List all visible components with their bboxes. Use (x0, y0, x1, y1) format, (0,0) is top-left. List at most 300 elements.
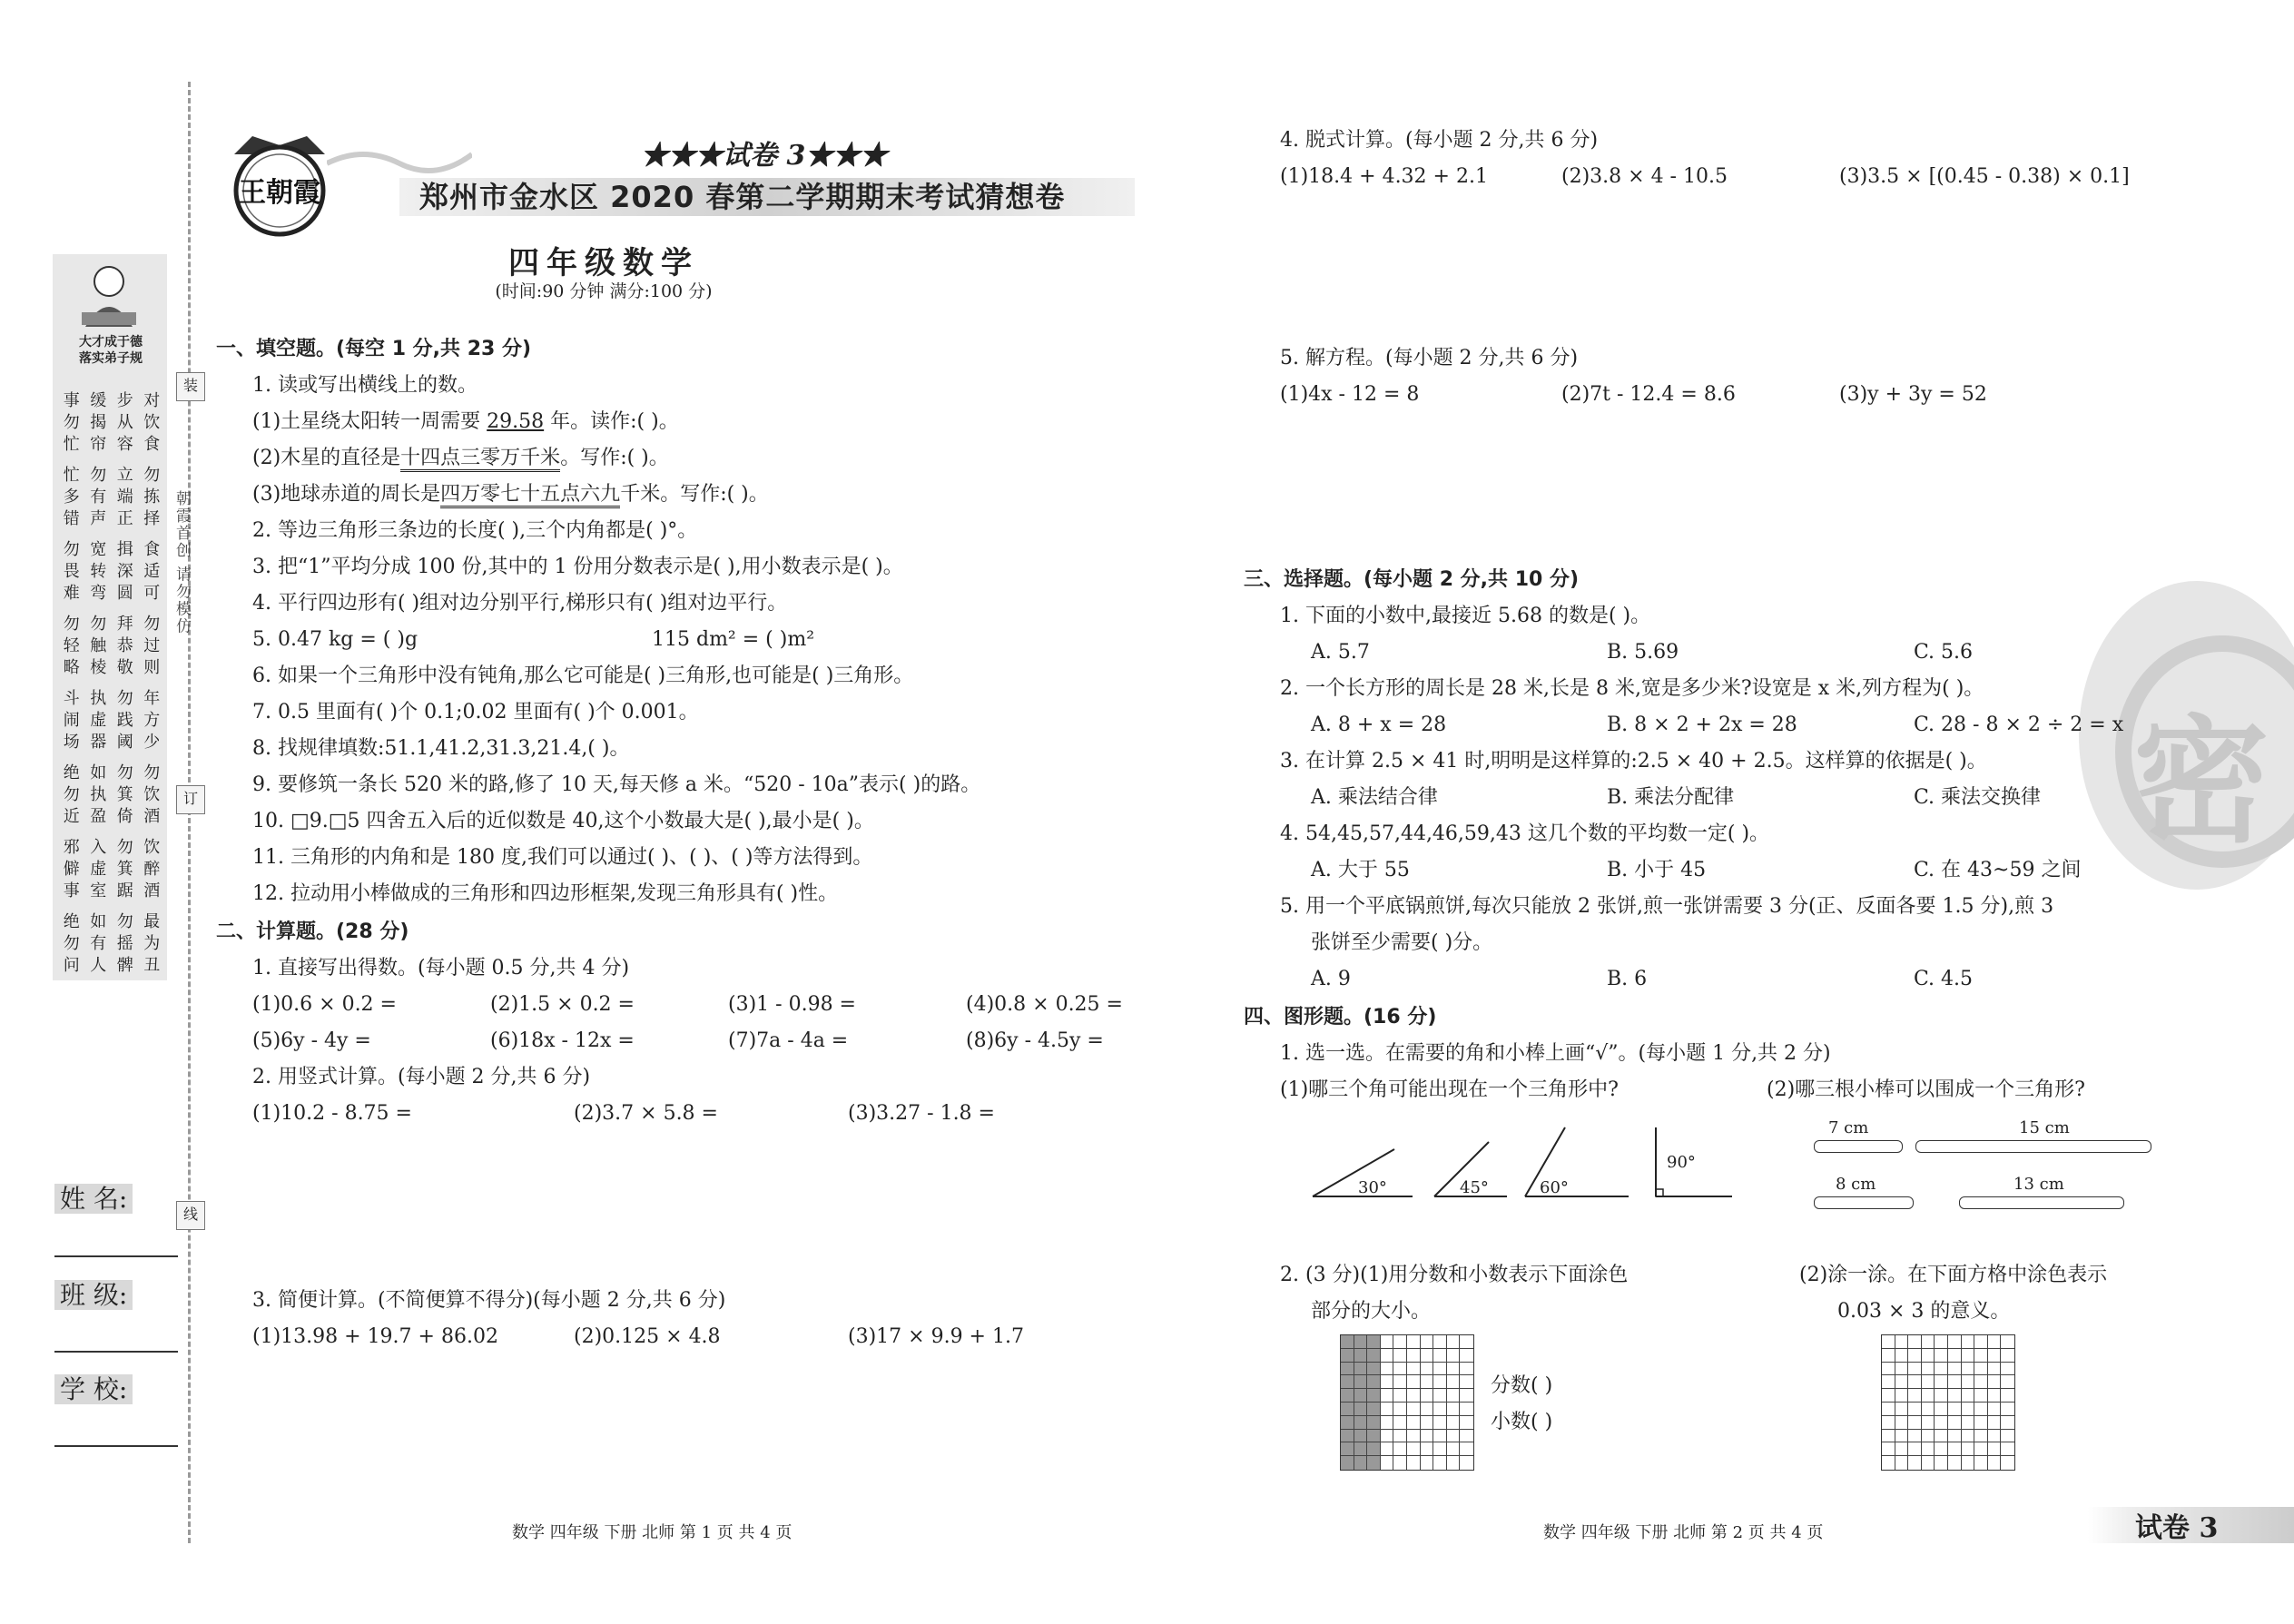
grid-cell (1460, 1389, 1473, 1403)
rule-char: 勿 (90, 466, 107, 485)
grid-cell[interactable] (1948, 1349, 1962, 1363)
grid-cell[interactable] (1988, 1335, 2002, 1349)
grid-cell[interactable] (1988, 1375, 2002, 1389)
rule-char: 食 (143, 435, 161, 454)
grid-cell[interactable] (1908, 1335, 1922, 1349)
grid-cell[interactable] (2001, 1389, 2014, 1403)
grid-cell[interactable] (1882, 1363, 1895, 1376)
grid-cell[interactable] (1988, 1349, 2002, 1363)
grid-cell (1381, 1335, 1394, 1349)
grid-cell[interactable] (1922, 1430, 1935, 1443)
grid-cell[interactable] (1922, 1416, 1935, 1430)
grid-cell (1354, 1363, 1368, 1376)
rule-char: 可 (143, 584, 161, 603)
grid-cell (1460, 1335, 1473, 1349)
rule-char: 多 (63, 487, 80, 507)
grid-cell[interactable] (1922, 1442, 1935, 1456)
grid-cell (1421, 1349, 1434, 1363)
rule-char: 转 (90, 562, 107, 581)
rule-char: 声 (90, 509, 107, 528)
grid-cell[interactable] (1922, 1335, 1935, 1349)
school-line[interactable] (54, 1445, 178, 1447)
rule-char: 室 (90, 881, 107, 901)
grid-cell[interactable] (1935, 1363, 1948, 1376)
grid-cell[interactable] (1908, 1442, 1922, 1456)
grid-cell[interactable] (1895, 1349, 1909, 1363)
grid-cell[interactable] (1935, 1349, 1948, 1363)
question: (2)木星的直径是十四点三零万千米。写作:( )。 (252, 445, 669, 472)
calc-item: (1)10.2 - 8.75 = (252, 1102, 412, 1125)
grid-cell[interactable] (1908, 1456, 1922, 1470)
section3-heading: 三、选择题。(每小题 2 分,共 10 分) (1244, 568, 1580, 591)
grid-cell[interactable] (1922, 1375, 1935, 1389)
rule-char: 勿 (90, 615, 107, 634)
grid-cell (1381, 1430, 1394, 1443)
grid-cell (1433, 1442, 1447, 1456)
question: 5. 0.47 kg = ( )g (252, 628, 418, 651)
grid-cell (1393, 1335, 1407, 1349)
rule-char: 僻 (63, 860, 80, 879)
grid-cell[interactable] (1908, 1349, 1922, 1363)
rule-char: 揖 (116, 540, 133, 559)
rule-char: 勿 (63, 540, 80, 559)
calc-item: (8)6y - 4.5y = (966, 1029, 1104, 1052)
rule-char: 绝 (63, 912, 80, 931)
grid-cell (1421, 1416, 1434, 1430)
grid-cell (1381, 1389, 1394, 1403)
question: 6. 如果一个三角形中没有钝角,那么它可能是( )三角形,也可能是( )三角形。 (252, 664, 914, 687)
grid-cell (1393, 1349, 1407, 1363)
grid-cell (1341, 1456, 1354, 1470)
grid-cell (1341, 1442, 1354, 1456)
grid-cell[interactable] (1948, 1363, 1962, 1376)
rule-char: 勿 (63, 785, 80, 804)
grid-cell (1393, 1363, 1407, 1376)
rule-char: 深 (116, 562, 133, 581)
calc-item: (1)18.4 + 4.32 + 2.1 (1280, 165, 1488, 188)
rule-char: 错 (63, 509, 80, 528)
rule-char: 恭 (116, 636, 133, 655)
grid-cell (1354, 1335, 1368, 1349)
grid-cell (1421, 1363, 1434, 1376)
rule-char: 拜 (116, 615, 133, 634)
grid-cell (1354, 1456, 1368, 1470)
grid-cell (1354, 1375, 1368, 1389)
grid-cell[interactable] (1935, 1430, 1948, 1443)
grid-cell (1407, 1335, 1421, 1349)
sidebar-motto: 大才成于德 落实弟子规 (79, 335, 143, 366)
grid-cell (1341, 1335, 1354, 1349)
grid-cell (1341, 1430, 1354, 1443)
question: 1. 选一选。在需要的角和小棒上画“√”。(每小题 1 分,共 2 分) (1280, 1042, 1831, 1065)
angle-45[interactable] (1434, 1142, 1507, 1197)
stick-15cm[interactable] (1915, 1140, 2151, 1153)
rule-char: 摇 (116, 934, 133, 953)
grid-cell[interactable] (1988, 1456, 2002, 1470)
rule-char: 勿 (116, 838, 133, 857)
grid-cell (1407, 1349, 1421, 1363)
grid-cell[interactable] (1895, 1403, 1909, 1416)
grid-cell[interactable] (1962, 1389, 1975, 1403)
angle-90-figure[interactable] (1649, 1122, 1739, 1204)
grid-cell[interactable] (2001, 1416, 2014, 1430)
grid-cell (1341, 1375, 1354, 1389)
grid-cell[interactable] (1974, 1363, 1988, 1376)
grid-cell[interactable] (1974, 1416, 1988, 1430)
question: 张饼至少需要( )分。 (1311, 931, 1493, 954)
grid-cell[interactable] (1962, 1363, 1975, 1376)
grid-cell (1381, 1403, 1394, 1416)
option: A. 5.7 (1311, 641, 1370, 664)
grid-cell (1433, 1363, 1447, 1376)
grid-cell[interactable] (1895, 1456, 1909, 1470)
grid-cell (1460, 1403, 1473, 1416)
grid-cell (1381, 1363, 1394, 1376)
coloring-grid[interactable] (1881, 1334, 2015, 1471)
grid-cell[interactable] (1948, 1442, 1962, 1456)
rule-char: 勿 (116, 689, 133, 708)
question: (2)涂一涂。在下面方格中涂色表示 (1799, 1264, 2108, 1286)
grid-cell[interactable] (1922, 1389, 1935, 1403)
rule-char: 醉 (143, 860, 161, 879)
rule-char: 斗 (63, 689, 80, 708)
option: C. 乘法交换律 (1914, 786, 2042, 809)
grid-cell[interactable] (1935, 1456, 1948, 1470)
rule-char: 敬 (116, 658, 133, 677)
grid-cell (1460, 1349, 1473, 1363)
class-label: 班 级: (54, 1278, 133, 1313)
grid-cell[interactable] (2001, 1430, 2014, 1443)
rule-char: 近 (63, 807, 80, 826)
angle-30[interactable] (1313, 1149, 1413, 1197)
grid-cell[interactable] (1948, 1403, 1962, 1416)
grid-cell[interactable] (1895, 1416, 1909, 1430)
grid-cell[interactable] (1908, 1375, 1922, 1389)
calc-item: (3)y + 3y = 52 (1839, 383, 1987, 406)
grid-cell[interactable] (1882, 1349, 1895, 1363)
rule-char: 容 (116, 435, 133, 454)
rule-char: 酒 (143, 881, 161, 901)
page-footer-left: 数学 四年级 下册 北师 第 1 页 共 4 页 (512, 1523, 793, 1542)
grid-cell[interactable] (1895, 1442, 1909, 1456)
question: 11. 三角形的内角和是 180 度,我们可以通过( )、( )、( )等方法得到。 (252, 846, 873, 869)
rule-char: 最 (143, 912, 161, 931)
grid-cell[interactable] (1948, 1456, 1962, 1470)
grid-cell[interactable] (1935, 1403, 1948, 1416)
question: 1. 读或写出横线上的数。 (252, 374, 478, 397)
stick-label: 13 cm (2013, 1175, 2064, 1194)
question: 2. (3 分)(1)用分数和小数表示下面涂色 (1280, 1264, 1629, 1286)
grid-cell[interactable] (1935, 1416, 1948, 1430)
grid-cell (1460, 1363, 1473, 1376)
grid-cell (1354, 1349, 1368, 1363)
option: C. 在 43~59 之间 (1914, 859, 2082, 881)
grid-cell[interactable] (1908, 1430, 1922, 1443)
name-line[interactable] (54, 1255, 178, 1257)
grid-cell[interactable] (1974, 1403, 1988, 1416)
grid-cell[interactable] (1908, 1416, 1922, 1430)
rule-char: 如 (90, 912, 107, 931)
rule-char: 拣 (143, 487, 161, 507)
stick-label: 8 cm (1836, 1175, 1876, 1194)
grid-cell (1367, 1442, 1381, 1456)
calc-item: (1)0.6 × 0.2 = (252, 993, 397, 1016)
question: 4. 54,45,57,44,46,59,43 这几个数的平均数一定( )。 (1280, 822, 1770, 845)
grid-cell[interactable] (1962, 1375, 1975, 1389)
grid-cell (1421, 1389, 1434, 1403)
grid-cell[interactable] (1882, 1456, 1895, 1470)
grid-cell (1433, 1430, 1447, 1443)
stick-13cm[interactable] (1959, 1196, 2124, 1209)
question: 1. 下面的小数中,最接近 5.68 的数是( )。 (1280, 605, 1651, 627)
time-info: (时间:90 分钟 满分:100 分) (495, 281, 713, 301)
grid-cell[interactable] (1935, 1335, 1948, 1349)
grid-cell[interactable] (1922, 1349, 1935, 1363)
option: A. 大于 55 (1311, 859, 1410, 881)
grid-cell (1460, 1456, 1473, 1470)
calc-item: (3)3.5 × [(0.45 - 0.38) × 0.1] (1839, 165, 2130, 188)
grid-cell[interactable] (1974, 1375, 1988, 1389)
grid-cell (1447, 1335, 1461, 1349)
grid-cell[interactable] (1974, 1442, 1988, 1456)
rule-char: 勿 (143, 763, 161, 782)
grid-cell[interactable] (1988, 1363, 2002, 1376)
rule-char: 勿 (63, 413, 80, 432)
grid-cell[interactable] (1962, 1403, 1975, 1416)
question: (2)哪三根小棒可以围成一个三角形? (1767, 1078, 2085, 1101)
grid-cell (1367, 1416, 1381, 1430)
grid-cell (1367, 1335, 1381, 1349)
rule-char: 事 (63, 391, 80, 410)
question: 部分的大小。 (1311, 1300, 1432, 1323)
angle-figures (1307, 1122, 1670, 1204)
grid-cell (1407, 1442, 1421, 1456)
grid-cell[interactable] (1948, 1416, 1962, 1430)
calc-item: (1)13.98 + 19.7 + 86.02 (252, 1325, 498, 1348)
fraction-answer[interactable]: 分数( ) (1491, 1374, 1553, 1397)
grid-cell (1354, 1442, 1368, 1456)
grid-cell[interactable] (1988, 1442, 2002, 1456)
grid-cell[interactable] (1962, 1456, 1975, 1470)
grid-cell[interactable] (2001, 1456, 2014, 1470)
rule-char: 揭 (90, 413, 107, 432)
rule-char: 箕 (116, 860, 133, 879)
calc-item: (6)18x - 12x = (490, 1029, 635, 1052)
rule-char: 虚 (90, 860, 107, 879)
grid-cell[interactable] (1922, 1403, 1935, 1416)
question: 4. 脱式计算。(每小题 2 分,共 6 分) (1280, 129, 1599, 152)
grid-cell (1381, 1456, 1394, 1470)
rule-char: 勿 (143, 615, 161, 634)
seal-char: 线 (176, 1201, 205, 1230)
grid-cell[interactable] (1962, 1442, 1975, 1456)
rule-char: 勿 (63, 934, 80, 953)
name-label: 姓 名: (54, 1182, 133, 1216)
grid-cell[interactable] (1882, 1375, 1895, 1389)
rule-char: 畏 (63, 562, 80, 581)
question: 2. 等边三角形三条边的长度( ),三个内角都是( )°。 (252, 519, 698, 542)
grid-cell[interactable] (1988, 1389, 2002, 1403)
grid-cell[interactable] (1908, 1389, 1922, 1403)
grid-cell[interactable] (1962, 1416, 1975, 1430)
grid-cell[interactable] (1895, 1430, 1909, 1443)
calc-item: (2)0.125 × 4.8 (574, 1325, 721, 1348)
rule-char: 少 (143, 733, 161, 752)
question: 10. □9.□5 四舍五入后的近似数是 40,这个小数最大是( ),最小是( )。 (252, 810, 874, 832)
grid-cell[interactable] (2001, 1403, 2014, 1416)
grid-cell (1407, 1430, 1421, 1443)
grid-cell[interactable] (1922, 1456, 1935, 1470)
rule-char: 则 (143, 658, 161, 677)
grid-cell[interactable] (1922, 1363, 1935, 1376)
rule-char: 倚 (116, 807, 133, 826)
grid-cell[interactable] (2001, 1375, 2014, 1389)
grid-cell[interactable] (1962, 1335, 1975, 1349)
grid-cell (1447, 1349, 1461, 1363)
rule-char: 丑 (143, 956, 161, 975)
question: (1)哪三个角可能出现在一个三角形中? (1280, 1078, 1619, 1101)
grid-cell (1367, 1430, 1381, 1443)
grid-cell[interactable] (1895, 1375, 1909, 1389)
rule-char: 箕 (116, 785, 133, 804)
calc-item: (3)17 × 9.9 + 1.7 (848, 1325, 1024, 1348)
rule-char: 宽 (90, 540, 107, 559)
grid-cell[interactable] (1882, 1403, 1895, 1416)
grid-cell (1433, 1335, 1447, 1349)
grid-cell (1421, 1375, 1434, 1389)
section1-heading: 一、填空题。(每空 1 分,共 23 分) (216, 338, 532, 360)
rule-char: 阈 (116, 733, 133, 752)
grid-cell[interactable] (1948, 1389, 1962, 1403)
grid-cell (1447, 1403, 1461, 1416)
question: (1)土星绕太阳转一周需要 29.58 年。读作:( )。 (252, 410, 679, 433)
grid-cell[interactable] (1895, 1363, 1909, 1376)
grid-cell (1367, 1456, 1381, 1470)
calc-item: (2)3.8 × 4 - 10.5 (1561, 165, 1728, 188)
grid-cell (1447, 1363, 1461, 1376)
grid-cell[interactable] (1974, 1430, 1988, 1443)
grid-cell[interactable] (1974, 1349, 1988, 1363)
rule-char: 勿 (63, 615, 80, 634)
rule-char: 缓 (90, 391, 107, 410)
rule-char: 棱 (90, 658, 107, 677)
angle-60[interactable] (1525, 1127, 1629, 1197)
grid-cell (1407, 1375, 1421, 1389)
grid-cell[interactable] (2001, 1349, 2014, 1363)
grid-cell[interactable] (1948, 1430, 1962, 1443)
grid-cell (1407, 1456, 1421, 1470)
watermark-char: 密 (2133, 702, 2270, 861)
rule-char: 正 (116, 509, 133, 528)
grid-cell (1421, 1335, 1434, 1349)
grid-cell[interactable] (1882, 1430, 1895, 1443)
grid-cell[interactable] (1882, 1442, 1895, 1456)
rule-char: 触 (90, 636, 107, 655)
grid-cell[interactable] (1935, 1389, 1948, 1403)
grid-cell[interactable] (1962, 1430, 1975, 1443)
rule-char: 方 (143, 711, 161, 730)
stick-8cm[interactable] (1814, 1196, 1914, 1209)
svg-text:30°: 30° (1358, 1178, 1387, 1197)
grid-cell[interactable] (1974, 1335, 1988, 1349)
grid-cell[interactable] (1988, 1430, 2002, 1443)
rule-char: 执 (90, 785, 107, 804)
grid-cell (1407, 1403, 1421, 1416)
grid-cell[interactable] (2001, 1363, 2014, 1376)
grid-cell[interactable] (1935, 1375, 1948, 1389)
grid-cell[interactable] (1895, 1335, 1909, 1349)
grid-cell (1407, 1363, 1421, 1376)
rule-char: 入 (90, 838, 107, 857)
rule-char: 器 (90, 733, 107, 752)
grid-cell[interactable] (1895, 1389, 1909, 1403)
question: 2. 用竖式计算。(每小题 2 分,共 6 分) (252, 1066, 591, 1088)
grid-cell (1354, 1416, 1368, 1430)
section4-heading: 四、图形题。(16 分) (1244, 1006, 1437, 1029)
vertical-note: 朝霞首创 请勿模仿 (172, 490, 191, 635)
class-line[interactable] (54, 1351, 178, 1353)
grid-cell (1354, 1430, 1368, 1443)
logo-text: 王朝霞 (239, 177, 320, 209)
grid-cell (1393, 1442, 1407, 1456)
question: 0.03 × 3 的意义。 (1837, 1300, 2011, 1323)
grid-cell[interactable] (1988, 1403, 2002, 1416)
grid-cell (1433, 1389, 1447, 1403)
rule-char: 有 (90, 934, 107, 953)
grid-cell (1381, 1442, 1394, 1456)
grid-cell (1433, 1349, 1447, 1363)
rule-char: 事 (63, 881, 80, 901)
grid-cell[interactable] (1948, 1375, 1962, 1389)
rule-char: 步 (116, 391, 133, 410)
stick-7cm[interactable] (1814, 1140, 1903, 1153)
rule-char: 绝 (63, 763, 80, 782)
grid-cell[interactable] (1908, 1403, 1922, 1416)
grid-cell (1460, 1416, 1473, 1430)
grid-cell (1393, 1403, 1407, 1416)
question: 4. 平行四边形有( )组对边分别平行,梯形只有( )组对边平行。 (252, 592, 788, 615)
shaded-grid (1340, 1334, 1474, 1471)
grid-cell[interactable] (1882, 1416, 1895, 1430)
grid-cell (1447, 1430, 1461, 1443)
grid-cell[interactable] (1962, 1349, 1975, 1363)
grid-cell (1433, 1403, 1447, 1416)
rule-char: 践 (116, 711, 133, 730)
grid-cell (1460, 1430, 1473, 1443)
option: C. 28 - 8 × 2 ÷ 2 = x (1914, 714, 2124, 736)
option: B. 乘法分配律 (1607, 786, 1735, 809)
grid-cell[interactable] (1974, 1456, 1988, 1470)
rule-char: 端 (116, 487, 133, 507)
grid-cell[interactable] (1974, 1389, 1988, 1403)
rule-char: 择 (143, 509, 161, 528)
grid-cell[interactable] (1988, 1416, 2002, 1430)
rule-char: 立 (116, 466, 133, 485)
grid-cell (1381, 1375, 1394, 1389)
grid-cell[interactable] (2001, 1442, 2014, 1456)
grid-cell[interactable] (2001, 1335, 2014, 1349)
grid-cell[interactable] (1935, 1442, 1948, 1456)
grid-cell[interactable] (1948, 1335, 1962, 1349)
grid-cell[interactable] (1882, 1335, 1895, 1349)
section2-heading: 二、计算题。(28 分) (216, 920, 409, 943)
grid-cell[interactable] (1882, 1389, 1895, 1403)
decimal-answer[interactable]: 小数( ) (1491, 1411, 1553, 1433)
grid-cell[interactable] (1908, 1363, 1922, 1376)
rule-char: 执 (90, 689, 107, 708)
svg-text:60°: 60° (1540, 1178, 1569, 1197)
rule-char: 酒 (143, 807, 161, 826)
